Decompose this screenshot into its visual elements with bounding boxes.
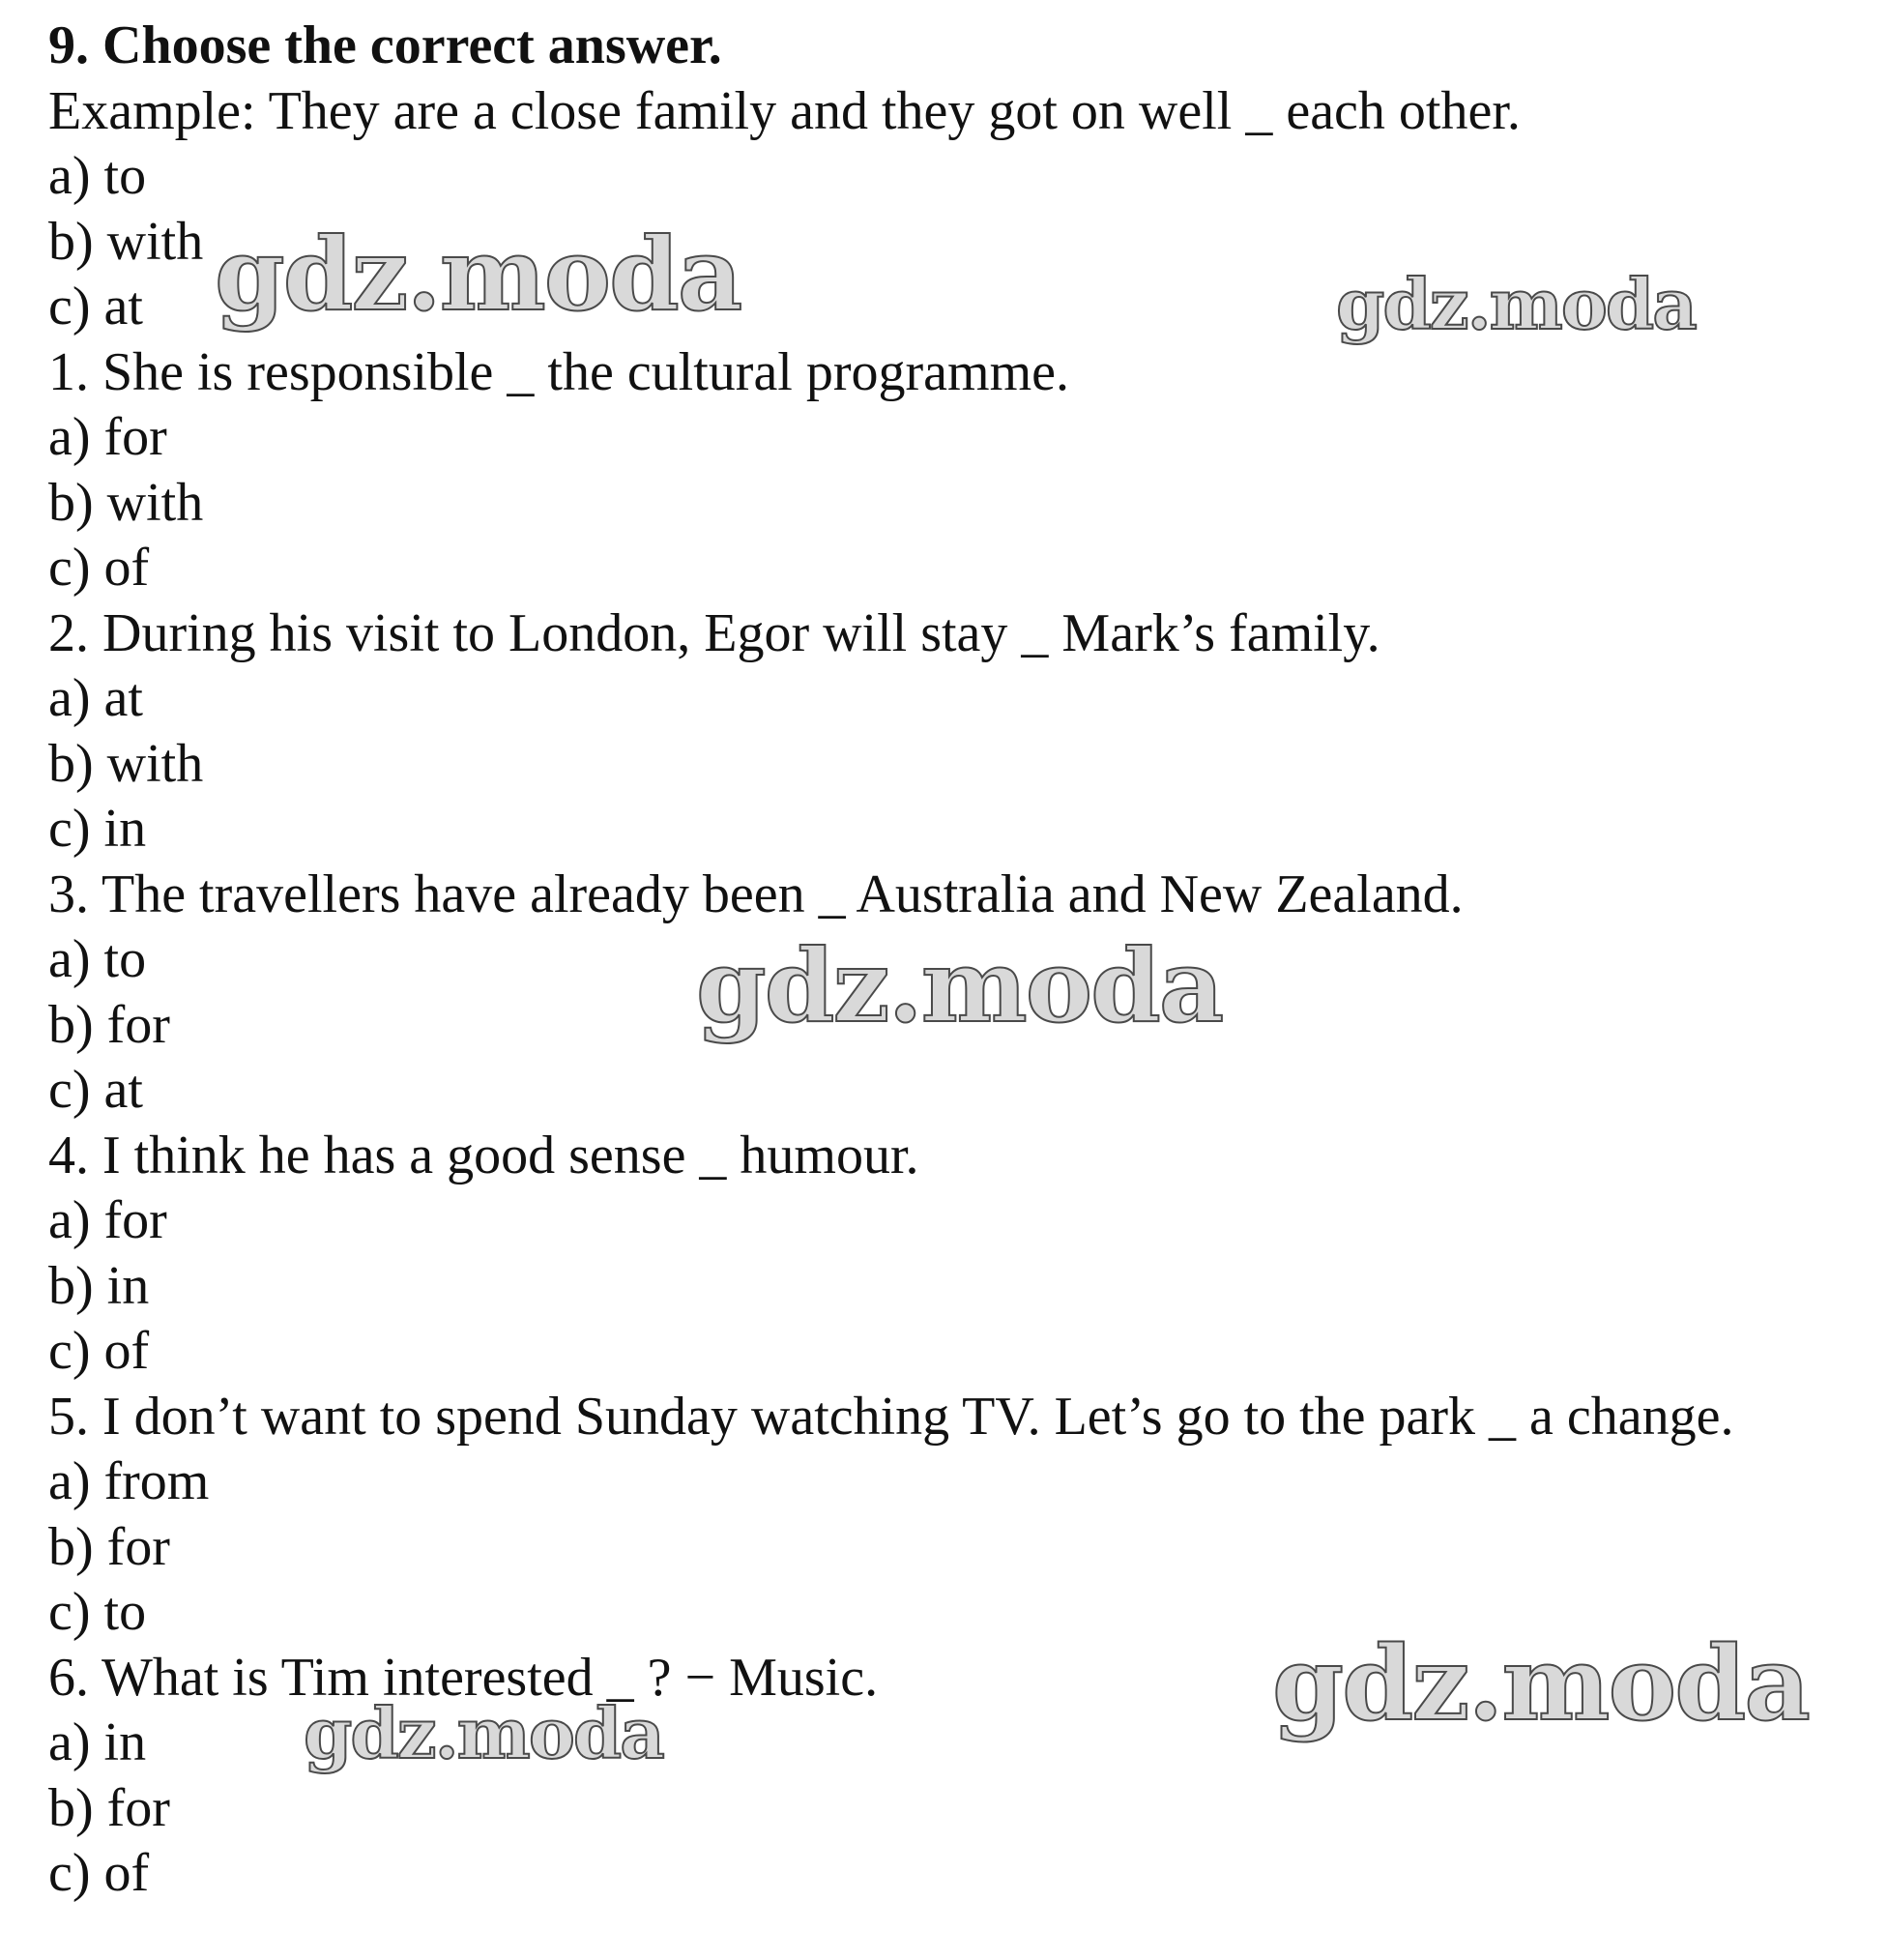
option-b: b) for xyxy=(48,1777,170,1838)
option-a: a) for xyxy=(48,407,167,467)
question-2 xyxy=(48,601,1866,863)
example-option-c: c) at xyxy=(48,277,143,336)
question-prompt: 3. The travellers have already been _ Australia and New Zealand. xyxy=(48,863,1464,924)
question-prompt: 1. She is responsible _ the cultural programme. xyxy=(48,341,1069,402)
question-prompt: 2. During his visit to London, Egor will stay _ Mark’s family. xyxy=(48,602,1380,663)
watermark: gdz.moda xyxy=(1272,1623,1809,1743)
question-6 xyxy=(48,1646,1866,1907)
exercise-title: 9. Choose the correct answer. xyxy=(48,15,722,75)
example-prompt: Example: They are a close family and they got on well _ each other. xyxy=(48,80,1521,141)
watermark: gdz.moda xyxy=(696,926,1223,1045)
example-option-a: a) to xyxy=(48,146,147,206)
option-a: a) for xyxy=(48,1190,167,1250)
option-c: c) at xyxy=(48,1060,143,1120)
example-block xyxy=(48,79,1866,340)
option-c: c) of xyxy=(48,1843,150,1903)
option-a: a) in xyxy=(48,1712,147,1772)
example-option-b: b) with xyxy=(48,211,204,272)
question-prompt: 5. I don’t want to spend Sunday watching TV. Let’s go to the park _ a change. xyxy=(48,1386,1734,1447)
question-prompt: 6. What is Tim interested _ ? − Music. xyxy=(48,1647,879,1708)
option-a: a) to xyxy=(48,929,147,989)
question-3 xyxy=(48,863,1866,1124)
question-prompt: 4. I think he has a good sense _ humour. xyxy=(48,1125,919,1185)
option-c: c) to xyxy=(48,1582,147,1642)
option-b: b) for xyxy=(48,994,170,1055)
option-b: b) in xyxy=(48,1255,150,1316)
option-c: c) in xyxy=(48,799,147,859)
question-4 xyxy=(48,1124,1866,1385)
option-c: c) of xyxy=(48,1321,150,1381)
option-a: a) from xyxy=(48,1451,210,1511)
watermark: gdz.moda xyxy=(215,215,741,334)
option-c: c) of xyxy=(48,538,150,598)
watermark: gdz.moda xyxy=(304,1692,663,1774)
option-b: b) for xyxy=(48,1516,170,1577)
option-a: a) at xyxy=(48,668,143,728)
question-1 xyxy=(48,340,1866,601)
question-5 xyxy=(48,1385,1866,1646)
option-b: b) with xyxy=(48,472,204,533)
option-b: b) with xyxy=(48,733,204,794)
exercise-page xyxy=(48,14,1866,1907)
watermark: gdz.moda xyxy=(1336,263,1696,345)
